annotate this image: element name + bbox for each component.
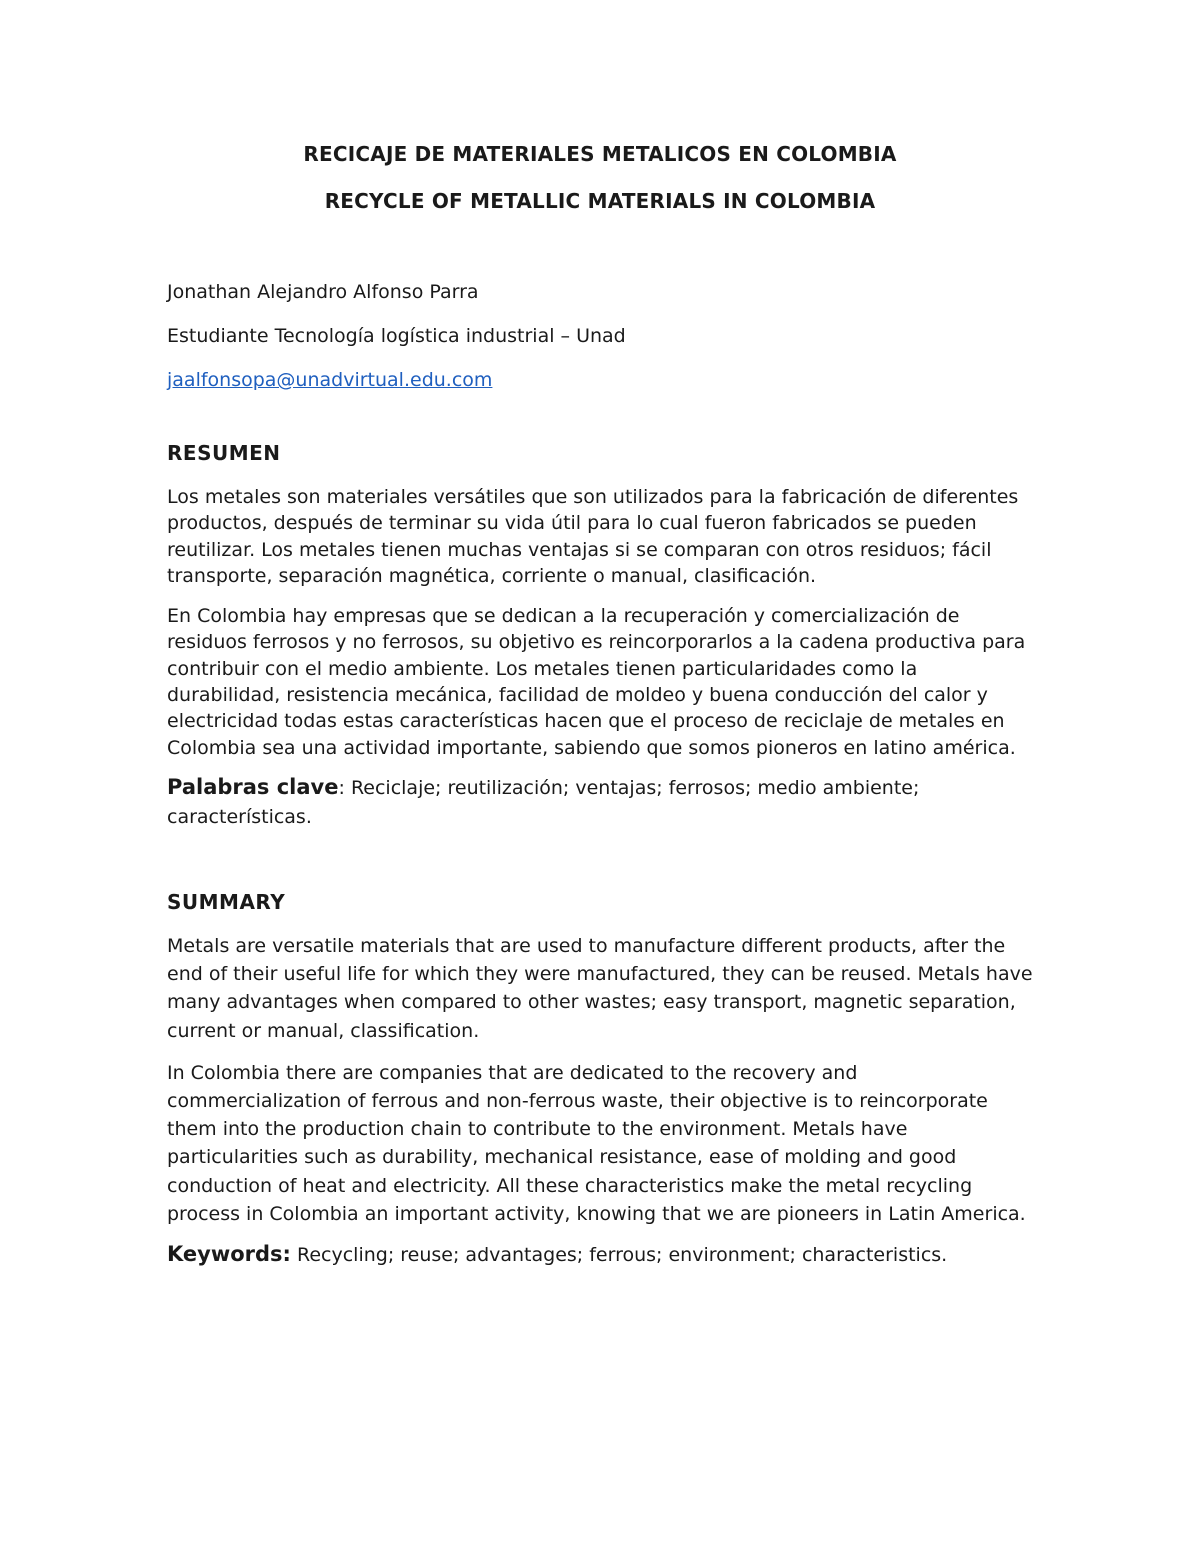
document-content [167, 140, 1033, 1270]
author-affiliation: Estudiante Tecnología logística industrial – Unad [167, 325, 626, 347]
title-spanish: RECICAJE DE MATERIALES METALICOS EN COLOMBIA [303, 142, 897, 166]
title-english: RECYCLE OF METALLIC MATERIALS IN COLOMBIA [324, 189, 876, 213]
summary-keywords [167, 1240, 1033, 1270]
summary-keywords-label: Keywords: [167, 1242, 291, 1266]
resumen-paragraph-2: En Colombia hay empresas que se dedican a la recuperación y comercialización de residuos ferrosos y no ferrosos, su objetivo es reincorporarlos a la cadena productiva para contribuir con el medio ambiente. Los metales tienen particularidades como la durabilidad, resistencia mecánica, facilidad de moldeo y buena conducción del calor y electricidad todas estas características hacen que el proceso de reciclaje de metales en Colombia sea una actividad importante, sabiendo que somos pioneros en latino américa. [167, 605, 1026, 759]
resumen-keywords-text: : Reciclaje; reutilización; ventajas; ferrosos; medio ambiente; características. [167, 776, 920, 828]
summary-paragraph-2: In Colombia there are companies that are dedicated to the recovery and commercialization of ferrous and non-ferrous waste, their objective is to reincorporate them into the production chain to contribute to the environment. Metals have particularities such as durability, mechanical resistance, ease of molding and good conduction of heat and electricity. All these characteristics make the metal recycling process in Colombia an important activity, knowing that we are pioneers in Latin America. [167, 1061, 1026, 1225]
resumen-paragraph-1: Los metales son materiales versátiles que son utilizados para la fabricación de diferentes productos, después de terminar su vida útil para lo cual fueron fabricados se pueden reutilizar. Los metales tienen muchas ventajas si se comparan con otros residuos; fácil transporte, separación magnética, corriente o manual, clasificación. [167, 486, 1019, 587]
author-email-line [167, 367, 1033, 393]
resumen-keywords [167, 773, 1033, 832]
summary-keywords-text: Recycling; reuse; advantages; ferrous; environment; characteristics. [290, 1244, 948, 1266]
summary-heading: SUMMARY [167, 889, 286, 914]
author-name: Jonathan Alejandro Alfonso Parra [167, 281, 479, 303]
resumen-heading: RESUMEN [167, 441, 281, 465]
resumen-keywords-label: Palabras clave [167, 774, 339, 799]
summary-paragraph-1: Metals are versatile materials that are used to manufacture different products, after the end of their useful life for which they were manufactured, they can be reused. Metals have many advantages when compared to other wastes; easy transport, magnetic separation, current or manual, classification. [167, 934, 1033, 1042]
author-block [167, 279, 1033, 393]
author-email-link[interactable]: jaalfonsopa@unadvirtual.edu.com [167, 369, 493, 391]
